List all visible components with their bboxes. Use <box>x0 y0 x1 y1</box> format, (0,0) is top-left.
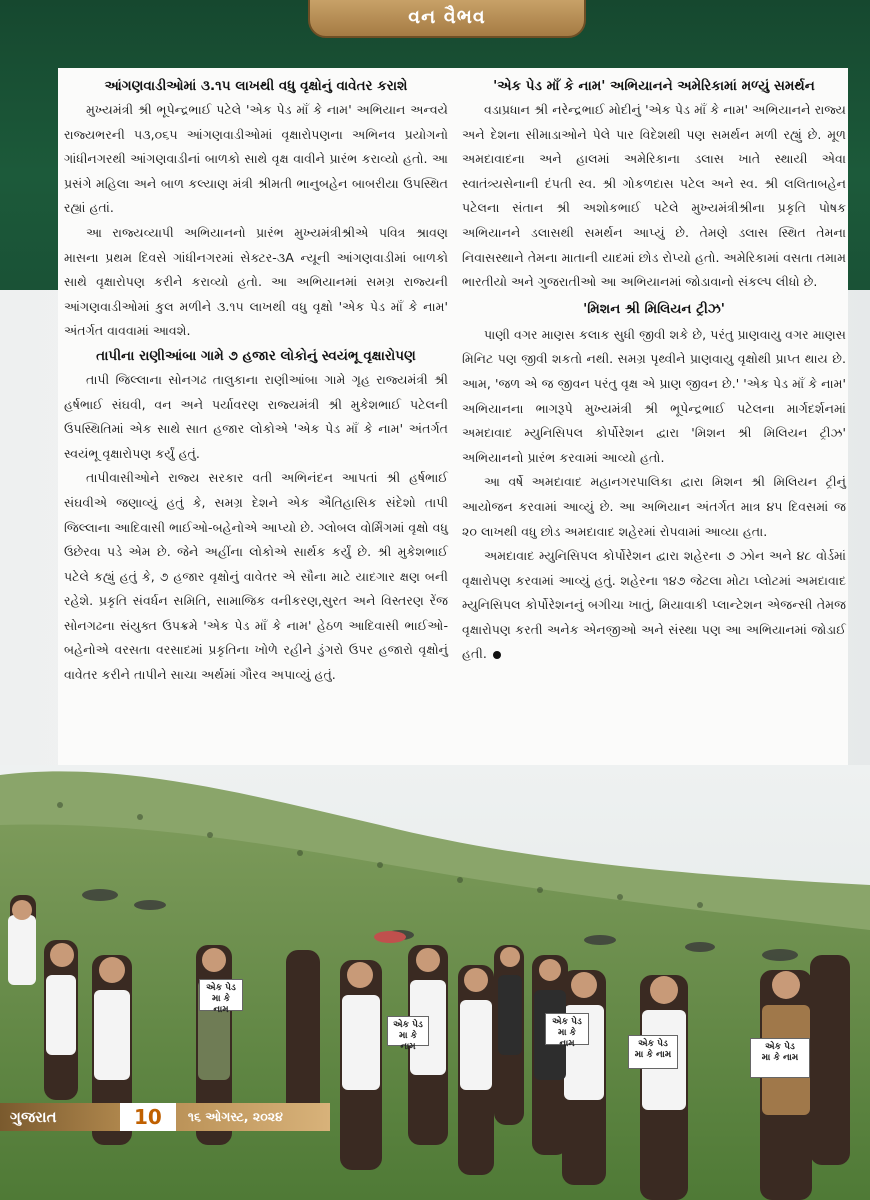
paragraph-last <box>462 544 846 667</box>
placard-sign <box>387 1016 429 1052</box>
paragraph: તાપી જિલ્લાના સોનગઢ તાલુકાના રાણીઆંબા ગામે ગૃહ રાજ્યમંત્રી શ્રી હર્ષભાઈ સંઘવી, વન અને પર્યાવરણ રાજ્યમંત્રી શ્રી મુકેશભાઈ પટેલની ઉપસ્થિતિમાં એક સાથે સાત હજાર લોકોએ 'એક પેડ માઁ કે નામ' અંતર્ગત સ્વયંભૂ વૃક્ષારોપણ કર્યું હતું. <box>64 371 448 461</box>
paragraph: વડાપ્રધાન શ્રી નરેન્દ્રભાઈ મોદીનું 'એક પેડ માઁ કે નામ' અભિયાનને રાજ્ય અને દેશના સીમાડાઓને પેલે પાર વિદેશથી પણ સમર્થન મળી રહ્યું છે. મૂળ અમદાવાદના અને હાલમાં અમેરિકાના ડલાસ ખાતે સ્થાયી એવા સ્વાતંત્ર્યસેનાની દંપતી સ્વ. શ્રી ગોકળદાસ પટેલ અને સ્વ. શ્રી લલિતાબહેન પટેલના સંતાન શ્રી અશોકભાઈ પટેલે મુખ્યમંત્રીશ્રીના પ્રકૃતિ પોષક અભિયાનને ડલાસથી સમર્થન આપ્યું છે. તેમણે ડલાસ સ્થિત તેમના નિવાસસ્થાને તેમના માતાની યાદમાં છોડ રોપ્યો હતો. અમેરિકામાં વસતા તમામ ભારતીયો અને ગુજરાતીઓ આ અભિયાનમાં જોડાવાનો સંકલ્પ લીધો છે. <box>462 102 846 290</box>
placard-line: એક પેડ <box>765 1042 795 1052</box>
paragraph-text: અમદાવાદ મ્યુનિસિપલ કોર્પોરેશન દ્વારા શહેરના ૭ ઝોન અને ૪૮ વોર્ડમાં વૃક્ષારોપણ કરવામાં આવ્યું હતું. શહેરના ૧૪૭ જેટલા મોટા પ્લોટમાં અમદાવાદ મ્યુનિસિપલ કોર્પોરેશનનું બગીચા ખાતું, મિયાવાકી પ્લાન્ટેશન એજન્સી તેમજ વૃક્ષારોપણ કરતી અનેક એનજીઓ અને સંસ્થા પણ આ અભિયાનમાં જોડાઈ હતી. <box>462 548 846 662</box>
section-title: વન વૈભવ <box>408 6 486 28</box>
section-tab <box>308 0 586 38</box>
placard-line: મા કે નામ <box>211 994 231 1015</box>
heading-tapi: તાપીના રાણીઆંબા ગામે ૭ હજાર લોકોનું સ્વયંભૂ વૃક્ષારોપણ <box>96 347 416 364</box>
article-text-panel <box>58 68 848 768</box>
placard-line: મા કે નામ <box>557 1028 577 1049</box>
placard-line: એક પેડ <box>393 1020 423 1030</box>
paragraph: આ રાજ્યવ્યાપી અભિયાનનો પ્રારંભ મુખ્યમંત્રીશ્રીએ પવિત્ર શ્રાવણ માસના પ્રથમ દિવસે ગાંધીનગરમાં સેક્ટર-૩A ન્યૂની આંગણવાડીમાં બાળકો સાથે વૃક્ષારોપણ કરીને કરાવ્યો હતો. આ અભિયાનમાં સમગ્ર રાજ્યની આંગણવાડીઓમાં કુલ મળીને ૩.૧૫ લાખથી વધુ વૃક્ષો 'એક પેડ માઁ કે નામ' અંતર્ગત વાવવામાં આવશે. <box>64 224 448 339</box>
placard-line: એક પેડ <box>638 1039 668 1049</box>
placard-sign <box>750 1038 810 1078</box>
end-bullet-icon <box>493 651 501 659</box>
issue-date: ૧૬ ઓગસ્ટ, ૨૦૨૪ <box>187 1109 283 1124</box>
heading-anganwadi: આંગણવાડીઓમાં ૩.૧૫ લાખથી વધુ વૃક્ષોનું વાવેતર કરાશે <box>104 78 408 94</box>
publication-name: ગુજરાત <box>10 1108 57 1126</box>
page-number: 10 <box>120 1103 176 1131</box>
heading-mission-million-trees: 'મિશન શ્રી મિલિયન ટ્રીઝ' <box>583 300 725 317</box>
page-footer <box>0 1103 330 1131</box>
placard-line: એક પેડ <box>552 1017 582 1027</box>
placard-sign <box>199 979 243 1015</box>
paragraph: પાણી વગર માણસ કલાક સુધી જીવી શકે છે, પરંતુ પ્રાણવાયુ વગર માણસ મિનિટ પણ જીવી શકતો નથી. સમગ્ર પૃથ્વીને પ્રાણવાયુ વૃક્ષોથી પ્રાપ્ત થાય છે. આમ, 'જળ એ જ જીવન પરંતુ વૃક્ષ એ પ્રાણ જીવન છે.' 'એક પેડ માઁ કે નામ' અભિયાનના ભાગરૂપે મુખ્યમંત્રી શ્રી ભૂપેન્દ્રભાઈ પટેલના માર્ગદર્શનમાં અમદાવાદ મ્યુનિસિપલ કોર્પોરેશન દ્વારા 'મિશન શ્રી મિલિયન ટ્રીઝ' અભિયાનનો પ્રારંભ કરવામાં આવ્યો હતો. <box>462 326 846 465</box>
placard-line: મા કે નામ <box>634 1050 672 1060</box>
placard-sign <box>628 1035 678 1069</box>
placard-line: એક પેડ <box>206 983 236 993</box>
right-column <box>462 74 846 667</box>
left-column <box>64 74 448 688</box>
heading-america: 'એક પેડ માઁ કે નામ' અભિયાનને અમેરિકામાં મળ્યું સમર્થન <box>493 78 815 94</box>
photo-illustration <box>0 765 870 1200</box>
paragraph: તાપીવાસીઓને રાજ્ય સરકાર વતી અભિનંદન આપતાં શ્રી હર્ષભાઈ સંઘવીએ જણાવ્યું હતું કે, સમગ્ર દેશને એક ઐતિહાસિક સંદેશો તાપી જિલ્લાના આદિવાસી ભાઈઓ-બહેનોએ આપ્યો છે. ગ્લોબલ વોર્મિંગમાં વૃક્ષો વધુ ઉછેરવા પડે એમ છે. જેને અહીંના લોકોએ સાર્થક કર્યું છે. શ્રી મુકેશભાઈ પટેલે કહ્યું હતું કે, ૭ હજાર વૃક્ષોનું વાવેતર એ સૌના માટે યાદગાર ક્ષણ બની રહેશે. પ્રકૃતિ સંવર્ધન સમિતિ, સામાજિક વનીકરણ,સુરત અને વિસ્તરણ રેંજ સોનગઢના સંયુક્ત ઉપક્રમે 'એક પેડ માઁ કે નામ' હેઠળ આદિવાસી ભાઈઓ-બહેનોએ વરસતા વરસાદમાં પ્રકૃતિના ખોળે રહીને ડુંગરો ઉપર હજારો વૃક્ષોનું વાવેતર કરીને તાપીને સાચા અર્થમાં ગૌરવ અપાવ્યું હતું. <box>64 470 448 683</box>
placard-line: મા કે નામ <box>761 1053 799 1063</box>
paragraph: મુખ્યમંત્રી શ્રી ભૂપેન્દ્રભાઈ પટેલે 'એક પેડ માઁ કે નામ' અભિયાન અન્વયે રાજ્યભરની ૫૩,૦૬૫ આંગણવાડીઓમાં વૃક્ષારોપણના અભિનવ પ્રયોગનો ગાંધીનગરથી આંગણવાડીનાં બાળકો સાથે વૃક્ષ વાવીને પ્રારંભ કરાવ્યો હતો. આ પ્રસંગે મહિલા અને બાળ કલ્યાણ મંત્રી શ્રીમતી ભાનુબહેન બાબરીયા ઉપસ્થિત રહ્યાં હતાં. <box>64 102 448 216</box>
plantation-photo <box>0 765 870 1200</box>
paragraph: આ વર્ષે અમદાવાદ મહાનગરપાલિકા દ્વારા મિશન શ્રી મિલિયન ટ્રીનું આયોજન કરવામાં આવ્યું છે. આ અભિયાન અંતર્ગત માત્ર ૪૫ દિવસમાં જ ૨૦ લાખથી વધુ છોડ અમદાવાદ શહેરમાં રોપવામાં આવ્યા હતા. <box>462 474 846 539</box>
placard-line: મા કે નામ <box>398 1031 418 1052</box>
placard-sign <box>545 1013 589 1049</box>
